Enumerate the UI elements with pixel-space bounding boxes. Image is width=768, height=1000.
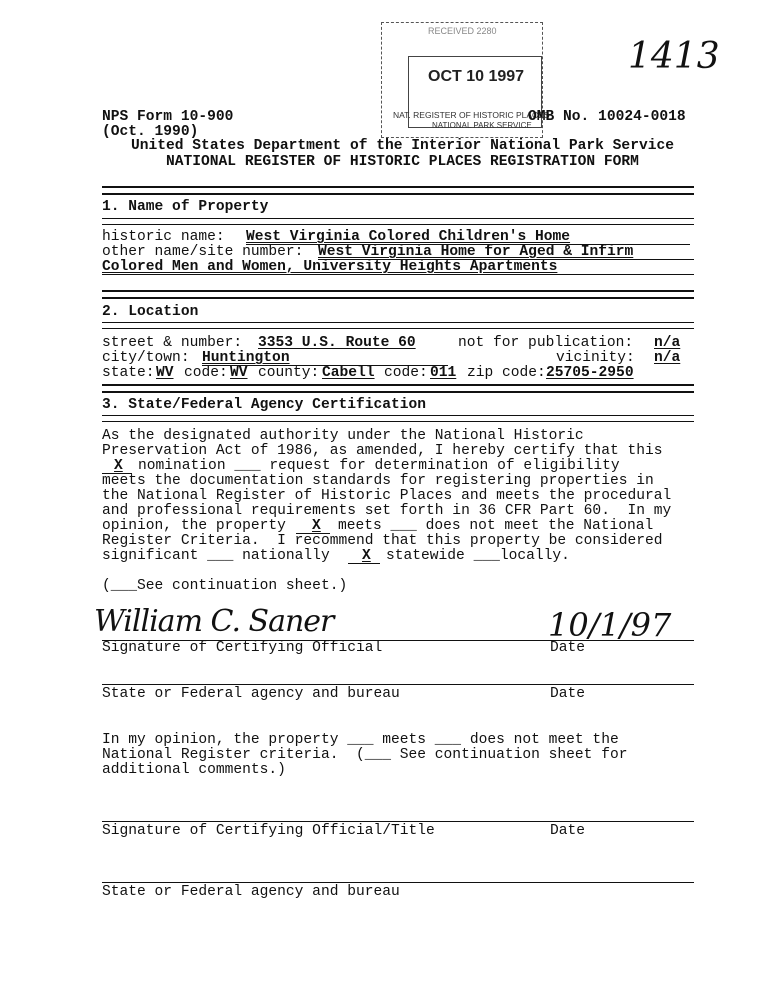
certification-line-2: Preservation Act of 1986, as amended, I hereby certify that this: [102, 443, 663, 459]
zip-value: 25705-2950: [546, 365, 634, 381]
state-code-value: WV: [230, 365, 248, 381]
vicinity-value: n/a: [654, 350, 681, 366]
agency-2-label: State or Federal agency and bureau: [102, 884, 400, 900]
rule-divider: [102, 218, 694, 225]
omb-number: OMB No. 10024-0018: [528, 109, 686, 125]
statewide-blank: [348, 563, 380, 564]
county-value: Cabell: [322, 365, 375, 381]
rule-divider: [102, 415, 694, 422]
county-label: county:: [258, 365, 320, 381]
agency-date-label: Date: [550, 686, 586, 702]
agency-line: [102, 684, 694, 685]
certification-line-4: meets the documentation standards for registering properties in: [102, 473, 654, 489]
certification-line-8: Register Criteria. I recommend that this property be considered: [102, 533, 663, 549]
date-handwritten: 10/1/97: [548, 606, 672, 644]
signature-2-label: Signature of Certifying Official/Title: [102, 823, 435, 839]
stamp-received-text: RECEIVED 2280: [428, 26, 497, 36]
section-2-heading: 2. Location: [102, 304, 199, 320]
certification-line-3: nomination ___ request for determination of eligibility: [138, 458, 620, 474]
certification-line-9b: statewide ___locally.: [386, 548, 570, 564]
form-number: NPS Form 10-900: [102, 109, 234, 125]
historic-name-value: West Virginia Colored Children's Home: [246, 229, 571, 245]
signature-date-label: Date: [550, 640, 586, 656]
stamp-date: OCT 10 1997: [428, 68, 525, 85]
opinion-line-3: additional comments.): [102, 762, 286, 778]
county-code-value: 011: [430, 365, 457, 381]
meets-check-mark: X: [312, 518, 321, 534]
not-for-publication-label: not for publication:: [458, 335, 634, 351]
rule-divider: [102, 290, 694, 299]
form-title: NATIONAL REGISTER OF HISTORIC PLACES REGISTRATION FORM: [166, 154, 639, 170]
agency-2-line: [102, 882, 694, 883]
state-value: WV: [156, 365, 174, 381]
county-code-label: code:: [384, 365, 428, 381]
continuation-sheet-note: (___See continuation sheet.): [102, 578, 348, 594]
rule-divider: [102, 186, 694, 195]
statewide-check-mark: X: [362, 548, 371, 564]
city-value: Huntington: [202, 350, 290, 366]
rule-divider: [102, 322, 694, 329]
other-name-underline-2: [102, 274, 694, 275]
section-3-heading: 3. State/Federal Agency Certification: [102, 397, 427, 413]
form-date: (Oct. 1990): [102, 124, 199, 140]
certification-line-7a: opinion, the property: [102, 518, 286, 534]
stamp-line-2: NATIONAL PARK SERVICE: [432, 121, 532, 130]
opinion-line-1: In my opinion, the property ___ meets ___ does not meet the: [102, 732, 619, 748]
opinion-line-2: National Register criteria. (___ See continuation sheet for: [102, 747, 628, 763]
signature-2-line: [102, 821, 694, 822]
agency-label: State or Federal agency and bureau: [102, 686, 400, 702]
certification-line-6: and professional requirements set forth in 36 CFR Part 60. In my: [102, 503, 672, 519]
other-name-label: other name/site number:: [102, 244, 304, 260]
signature-handwritten: William C. Saner: [94, 604, 334, 639]
handwritten-page-number: 1413: [628, 36, 720, 77]
certification-line-9a: significant ___ nationally: [102, 548, 330, 564]
street-label: street & number:: [102, 335, 243, 351]
city-label: city/town:: [102, 350, 190, 366]
nomination-check-mark: X: [114, 458, 123, 474]
section-1-heading: 1. Name of Property: [102, 199, 269, 215]
other-name-value-1: West Virginia Home for Aged & Infirm: [318, 244, 634, 260]
signature-2-date-label: Date: [550, 823, 586, 839]
signature-label: Signature of Certifying Official: [102, 640, 383, 656]
vicinity-label: vicinity:: [556, 350, 635, 366]
rule-divider: [102, 384, 694, 393]
certification-line-1: As the designated authority under the National Historic: [102, 428, 584, 444]
agency-header: United States Department of the Interior National Park Service: [131, 138, 674, 154]
state-code-label: code:: [184, 365, 228, 381]
certification-line-5: the National Register of Historic Places and meets the procedural: [102, 488, 672, 504]
street-value: 3353 U.S. Route 60: [258, 335, 416, 351]
historic-name-label: historic name:: [102, 229, 225, 245]
stamp-line-1: NAT. REGISTER OF HISTORIC PLACES: [393, 110, 550, 120]
zip-label: zip code:: [467, 365, 546, 381]
certification-line-7b: meets ___ does not meet the National: [338, 518, 654, 534]
other-name-value-2: Colored Men and Women, University Heights Apartments: [102, 259, 558, 275]
state-label: state:: [102, 365, 155, 381]
not-for-publication-value: n/a: [654, 335, 681, 351]
